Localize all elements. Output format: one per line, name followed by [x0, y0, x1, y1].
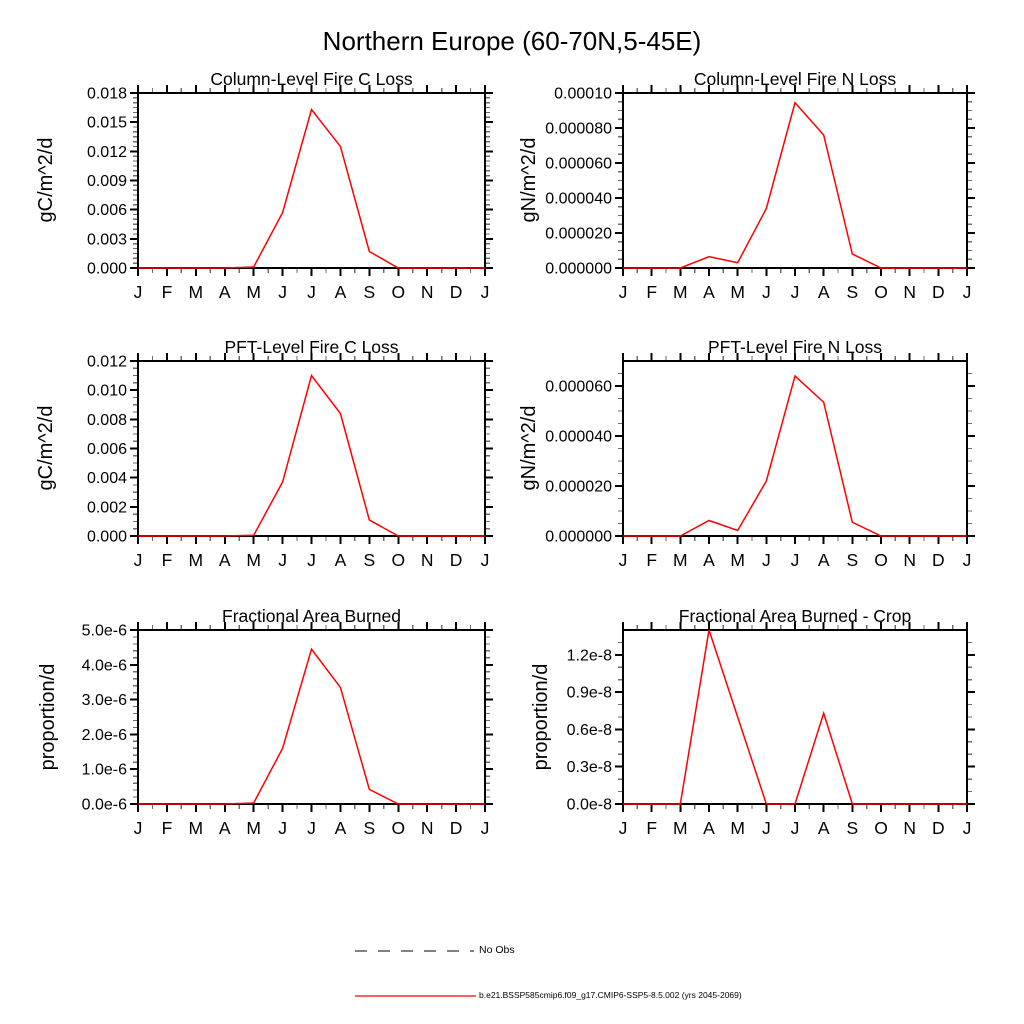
svg-text:J: J: [307, 550, 316, 570]
svg-text:J: J: [618, 550, 628, 570]
svg-text:D: D: [449, 818, 463, 838]
svg-text:0.000060: 0.000060: [545, 155, 612, 173]
svg-text:S: S: [846, 282, 859, 302]
svg-text:0.0e-8: 0.0e-8: [566, 796, 612, 814]
svg-text:0.006: 0.006: [86, 441, 127, 458]
svg-text:A: A: [703, 818, 715, 838]
svg-text:O: O: [391, 550, 406, 570]
subplot-title-column-fire-c-loss: Column-Level Fire C Loss: [210, 69, 413, 89]
svg-text:0.009: 0.009: [86, 173, 127, 190]
svg-text:O: O: [874, 282, 888, 302]
svg-text:F: F: [161, 282, 173, 302]
svg-text:J: J: [133, 550, 143, 570]
svg-text:J: J: [790, 818, 800, 838]
svg-text:1.0e-6: 1.0e-6: [81, 761, 127, 779]
svg-text:0.6e-8: 0.6e-8: [566, 721, 612, 739]
svg-text:0.018: 0.018: [86, 85, 127, 103]
svg-text:0.008: 0.008: [86, 411, 127, 429]
svg-text:0.012: 0.012: [86, 353, 127, 371]
svg-text:M: M: [188, 550, 204, 570]
svg-text:0.3e-8: 0.3e-8: [566, 759, 612, 777]
y-axis-title: gC/m^2/d: [35, 405, 57, 491]
svg-text:F: F: [646, 282, 658, 302]
svg-text:0.0e-6: 0.0e-6: [81, 796, 127, 814]
svg-text:0.000: 0.000: [86, 528, 127, 546]
no-obs-legend-label: No Obs: [479, 944, 515, 956]
svg-text:F: F: [646, 550, 658, 570]
svg-text:O: O: [391, 818, 406, 838]
svg-text:0.000080: 0.000080: [545, 120, 612, 138]
svg-text:J: J: [480, 282, 490, 302]
svg-text:N: N: [420, 282, 434, 302]
svg-text:N: N: [420, 550, 434, 570]
svg-text:0.000020: 0.000020: [545, 225, 612, 243]
svg-text:J: J: [761, 282, 771, 302]
page-title: Northern Europe (60-70N,5-45E): [322, 26, 702, 56]
svg-text:J: J: [133, 818, 143, 838]
svg-text:A: A: [703, 282, 715, 302]
svg-text:J: J: [278, 550, 287, 570]
svg-text:S: S: [363, 550, 376, 570]
svg-text:M: M: [673, 282, 688, 302]
svg-text:J: J: [962, 818, 972, 838]
svg-text:A: A: [817, 550, 830, 570]
svg-text:O: O: [874, 550, 888, 570]
svg-text:J: J: [278, 818, 287, 838]
svg-text:M: M: [246, 818, 261, 838]
svg-text:0.000040: 0.000040: [545, 190, 612, 208]
svg-text:J: J: [962, 550, 972, 570]
svg-text:A: A: [334, 818, 347, 838]
svg-text:M: M: [730, 550, 745, 570]
svg-text:A: A: [703, 550, 715, 570]
svg-text:A: A: [218, 818, 231, 838]
svg-text:A: A: [817, 282, 830, 302]
svg-text:0.015: 0.015: [86, 114, 127, 132]
subplot-title-column-fire-n-loss: Column-Level Fire N Loss: [693, 69, 897, 89]
svg-text:J: J: [480, 818, 490, 838]
svg-text:M: M: [730, 818, 745, 838]
svg-text:F: F: [161, 818, 173, 838]
subplot-title-fractional-area-burned-crop: Fractional Area Burned - Crop: [678, 606, 912, 626]
svg-text:A: A: [334, 282, 347, 302]
svg-text:D: D: [449, 550, 463, 570]
svg-text:A: A: [218, 282, 231, 302]
svg-text:J: J: [618, 282, 628, 302]
svg-text:0.000000: 0.000000: [545, 260, 612, 278]
svg-text:S: S: [846, 550, 859, 570]
svg-text:F: F: [646, 818, 658, 838]
svg-text:F: F: [161, 550, 173, 570]
svg-text:O: O: [874, 818, 888, 838]
svg-text:M: M: [730, 282, 745, 302]
svg-text:5.0e-6: 5.0e-6: [81, 622, 127, 640]
svg-text:J: J: [761, 550, 771, 570]
svg-text:0.000060: 0.000060: [545, 378, 612, 396]
svg-text:0.000000: 0.000000: [545, 528, 612, 546]
svg-text:D: D: [932, 550, 945, 570]
svg-text:A: A: [334, 550, 347, 570]
svg-text:0.000: 0.000: [86, 260, 127, 278]
svg-text:2.0e-6: 2.0e-6: [81, 726, 127, 744]
svg-text:0.006: 0.006: [86, 202, 127, 220]
svg-text:4.0e-6: 4.0e-6: [81, 657, 127, 675]
svg-text:0.003: 0.003: [86, 231, 127, 249]
svg-text:J: J: [962, 282, 972, 302]
svg-text:M: M: [188, 282, 204, 302]
svg-text:0.012: 0.012: [86, 143, 127, 161]
svg-text:D: D: [449, 282, 463, 302]
svg-text:3.0e-6: 3.0e-6: [81, 692, 127, 710]
svg-text:1.2e-8: 1.2e-8: [566, 647, 612, 665]
svg-text:M: M: [246, 282, 261, 302]
svg-text:0.010: 0.010: [86, 382, 127, 400]
svg-text:M: M: [673, 818, 688, 838]
subplot-title-pft-fire-c-loss: PFT-Level Fire C Loss: [224, 337, 399, 357]
model-legend-label: b.e21.BSSP585cmip6.f09_g17.CMIP6-SSP5-8.5.002 (yrs 2045-2069): [479, 990, 742, 1000]
y-axis-title: gN/m^2/d: [518, 405, 540, 491]
svg-text:M: M: [188, 818, 204, 838]
y-axis-title: proportion/d: [37, 663, 59, 771]
svg-text:0.002: 0.002: [86, 499, 127, 517]
svg-text:J: J: [480, 550, 490, 570]
svg-text:D: D: [932, 818, 945, 838]
svg-text:O: O: [391, 282, 406, 302]
svg-text:0.000020: 0.000020: [545, 478, 612, 496]
svg-text:S: S: [363, 818, 376, 838]
svg-text:N: N: [903, 818, 916, 838]
svg-text:N: N: [903, 550, 916, 570]
subplot-title-fractional-area-burned: Fractional Area Burned: [222, 606, 401, 626]
svg-text:S: S: [846, 818, 859, 838]
y-axis-title: proportion/d: [530, 663, 552, 771]
svg-text:M: M: [246, 550, 261, 570]
svg-text:J: J: [618, 818, 628, 838]
svg-text:M: M: [673, 550, 688, 570]
y-axis-title: gC/m^2/d: [35, 137, 57, 223]
subplot-title-pft-fire-n-loss: PFT-Level Fire N Loss: [707, 337, 883, 357]
svg-text:N: N: [903, 282, 916, 302]
svg-text:J: J: [133, 282, 143, 302]
svg-text:S: S: [363, 282, 376, 302]
svg-text:J: J: [790, 550, 800, 570]
svg-text:0.00010: 0.00010: [554, 85, 612, 103]
svg-text:A: A: [817, 818, 830, 838]
svg-text:D: D: [932, 282, 945, 302]
svg-text:J: J: [790, 282, 800, 302]
svg-text:0.000040: 0.000040: [545, 428, 612, 446]
y-axis-title: gN/m^2/d: [518, 137, 540, 223]
svg-text:J: J: [761, 818, 771, 838]
svg-text:J: J: [307, 282, 316, 302]
svg-text:0.9e-8: 0.9e-8: [566, 684, 612, 702]
svg-text:J: J: [307, 818, 316, 838]
svg-text:0.004: 0.004: [86, 470, 127, 488]
svg-text:A: A: [218, 550, 231, 570]
svg-text:J: J: [278, 282, 287, 302]
svg-text:N: N: [420, 818, 434, 838]
